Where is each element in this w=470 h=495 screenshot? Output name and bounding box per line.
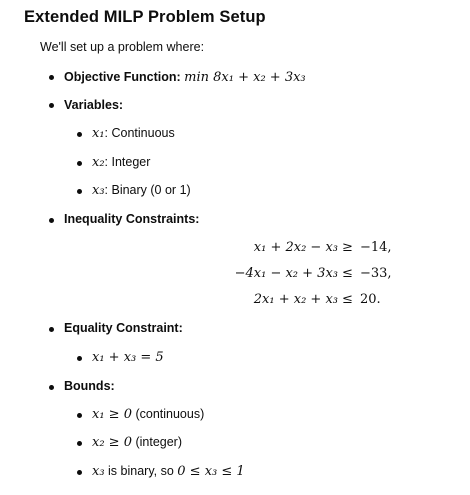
bound-item — [92, 463, 245, 480]
inequality-lhs: x₁ + 2x₂ − x₃ — [253, 240, 338, 255]
bounds-heading — [64, 378, 115, 394]
intro-text: We'll set up a problem where: — [40, 40, 205, 54]
inequality-rhs: −33, — [360, 266, 392, 281]
inequality-relation: ≥ — [342, 240, 353, 255]
bullet-dot — [77, 470, 82, 475]
bound-description: (integer) — [131, 435, 183, 449]
bounds-label: Bounds: — [64, 379, 115, 393]
equality-heading — [64, 320, 183, 336]
bullet-dot — [49, 385, 54, 390]
bound-description: (continuous) — [131, 407, 205, 421]
inequality-lhs: −4x₁ − x₂ + 3x₃ — [234, 266, 338, 281]
inequality-row — [230, 240, 420, 266]
inequality-rhs: 20. — [360, 292, 381, 307]
bullet-dot — [49, 75, 54, 80]
bullet-dot — [49, 218, 54, 223]
objective-item — [64, 69, 306, 86]
variables-label: Variables: — [64, 98, 124, 112]
variable-symbol: x₃ — [92, 183, 105, 198]
inequality-label: Inequality Constraints: — [64, 212, 200, 226]
bullet-dot — [77, 413, 82, 418]
bullet-dot — [77, 161, 82, 166]
bound-expression: x₂ ≥ 0 — [92, 435, 132, 450]
bound-item — [92, 406, 204, 423]
variable-description: : Continuous — [104, 126, 175, 140]
variable-item — [92, 182, 191, 199]
page-title: Extended MILP Problem Setup — [24, 8, 266, 26]
inequality-row — [230, 292, 420, 318]
inequality-equations — [230, 240, 420, 318]
bound-description: is binary, so — [104, 464, 178, 478]
variable-description: : Integer — [104, 155, 151, 169]
equality-item — [92, 349, 164, 366]
inequality-rhs: −14, — [360, 240, 392, 255]
objective-label: Objective Function: — [64, 70, 181, 84]
variable-symbol: x₁ — [92, 126, 105, 141]
bound-expression: x₃ — [92, 464, 105, 479]
bullet-dot — [49, 103, 54, 108]
equality-expression: x₁ + x₃ = 5 — [92, 350, 164, 365]
inequality-row — [230, 266, 420, 292]
bullet-dot — [77, 189, 82, 194]
inequality-relation: ≤ — [342, 292, 353, 307]
variables-heading — [64, 97, 123, 113]
variable-item — [92, 125, 175, 142]
bound-range-expression: 0 ≤ x₃ ≤ 1 — [177, 464, 245, 479]
objective-expression: min 8x₁ + x₂ + 3x₃ — [184, 70, 306, 85]
bullet-dot — [77, 356, 82, 361]
inequality-lhs: 2x₁ + x₂ + x₃ — [253, 292, 338, 307]
equality-label: Equality Constraint: — [64, 321, 183, 335]
variable-item — [92, 154, 150, 171]
bullet-dot — [49, 327, 54, 332]
inequality-heading — [64, 211, 199, 227]
variable-symbol: x₂ — [92, 155, 105, 170]
bullet-dot — [77, 441, 82, 446]
variable-description: : Binary (0 or 1) — [104, 183, 191, 197]
inequality-relation: ≤ — [342, 266, 353, 281]
bound-item — [92, 434, 182, 451]
bound-expression: x₁ ≥ 0 — [92, 407, 132, 422]
bullet-dot — [77, 132, 82, 137]
